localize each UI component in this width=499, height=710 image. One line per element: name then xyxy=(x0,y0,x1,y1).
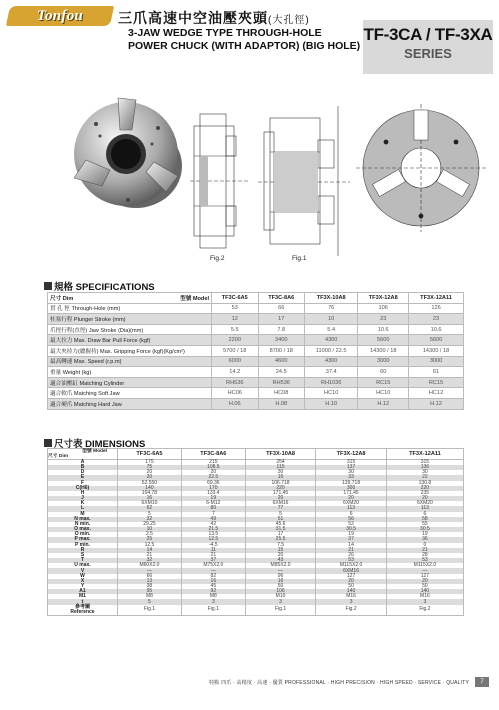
dim-cell: 77 xyxy=(245,506,316,511)
spec-cell: 23 xyxy=(358,314,409,325)
spec-row xyxy=(48,324,464,335)
dim-cell: — xyxy=(181,568,245,573)
dim-cell: 127 xyxy=(386,574,463,579)
dim-cell: — xyxy=(118,568,182,573)
chinese-title-text: 三爪高速中空油壓夾頭 xyxy=(118,10,268,26)
dim-cell: 21 xyxy=(181,553,245,558)
spec-model-header: TF3C-6A5 xyxy=(212,293,259,304)
dim-cell: 254 xyxy=(245,460,316,466)
spec-row-label: 爪徑行程(直徑) Jaw Stroke (Dia)(mm) xyxy=(48,324,212,335)
fig1-caption: Fig.1 xyxy=(292,255,307,262)
spec-cell: 14300 / 18 xyxy=(409,345,464,356)
dim-cell: M115X2.0 xyxy=(386,563,463,568)
dim-row-key: D xyxy=(48,470,118,475)
dim-cell: 50 xyxy=(245,584,316,589)
spec-row xyxy=(48,356,464,367)
dim-cell: 13.5 xyxy=(181,532,245,537)
spec-cell: 61 xyxy=(409,367,464,378)
dim-cell: 52 xyxy=(316,522,387,527)
dim-cell: M115X2.0 xyxy=(316,563,387,568)
dim-cell: 108.5 xyxy=(181,465,245,470)
dim-cell: 55 xyxy=(386,522,463,527)
spec-cell: 10 xyxy=(305,314,358,325)
dim-cell: 130.8 xyxy=(386,481,463,486)
spec-cell: 4300 xyxy=(305,335,358,346)
dim-cell: 32 xyxy=(118,517,182,522)
dim-row-key: t xyxy=(48,599,118,604)
spec-row-label: 貫 孔 徑 Through-Hole (mm) xyxy=(48,303,212,314)
dim-cell: 28 xyxy=(386,553,463,558)
dim-cell: 19 xyxy=(181,496,245,501)
dim-cell: 6 xyxy=(316,512,387,517)
dim-cell: 13 xyxy=(118,579,182,584)
dim-row-key: P max. xyxy=(48,537,118,542)
spec-cell: 8700 / 18 xyxy=(258,345,305,356)
dim-cell: 43 xyxy=(245,558,316,563)
dim-cell: 139.718 xyxy=(316,481,387,486)
dim-cell: 5 xyxy=(118,512,182,517)
spec-row-label: 柱塞行程 Plunger Stroke (mm) xyxy=(48,314,212,325)
fig2-caption: Fig.2 xyxy=(210,255,225,262)
spec-row-label: 適合油壓缸 Matching Cylinder xyxy=(48,377,212,388)
spec-cell: 60 xyxy=(358,367,409,378)
spec-row xyxy=(48,303,464,314)
dim-cell: 30 xyxy=(245,470,316,475)
spec-cell: RH536 xyxy=(258,377,305,388)
dim-cell: 10 xyxy=(118,527,182,532)
section-marker-icon xyxy=(44,282,52,290)
spec-cell: 5700 / 18 xyxy=(212,345,259,356)
spec-row xyxy=(48,335,464,346)
dim-reference-label-en: Reference xyxy=(70,608,95,615)
dim-cell: 20 xyxy=(316,496,387,501)
dim-cell: 14 xyxy=(316,543,387,548)
dim-cell: 20 xyxy=(245,553,316,558)
dim-cell: 300 xyxy=(316,486,387,491)
dim-row-key: C(H6) xyxy=(48,486,118,491)
dim-cell: 16 xyxy=(245,579,316,584)
spec-cell: H.12 xyxy=(358,398,409,409)
spec-cell: H.10 xyxy=(305,398,358,409)
spec-cell: HC10 xyxy=(305,388,358,399)
dim-corner-model: 型號 Model xyxy=(82,449,107,454)
chinese-title xyxy=(118,8,310,28)
dim-cell: 21 xyxy=(316,548,387,553)
dim-cell: 133.4 xyxy=(181,491,245,496)
dim-cell: 12.5 xyxy=(181,537,245,542)
dim-row-key: N min. xyxy=(48,522,118,527)
spec-cell: 6000 xyxy=(212,356,259,367)
dim-cell: 56 xyxy=(316,517,387,522)
fig1-side-view-drawing xyxy=(258,96,354,264)
dim-reference-cell: Fig.2 xyxy=(386,605,463,616)
dim-cell: 20 xyxy=(118,475,182,480)
section-marker-icon xyxy=(44,439,52,447)
dim-cell: 16 xyxy=(181,579,245,584)
dim-cell: 315 xyxy=(316,460,387,466)
dim-reference-cell: Fig.1 xyxy=(245,605,316,616)
dim-cell: M60X2.0 xyxy=(118,563,182,568)
dimensions-table xyxy=(47,448,464,616)
dim-cell: 33 xyxy=(316,475,387,480)
dim-cell: 5 xyxy=(245,512,316,517)
spec-cell: 12 xyxy=(212,314,259,325)
specifications-heading-text: 規格 SPECIFICATIONS xyxy=(54,282,155,293)
spec-cell: 76 xyxy=(305,303,358,314)
spec-model-header: TF3X-12A8 xyxy=(358,293,409,304)
dim-cell: 20 xyxy=(316,579,387,584)
dim-row-key: P min. xyxy=(48,543,118,548)
specifications-heading xyxy=(44,279,155,293)
dim-reference-label-cn: 參考圖 xyxy=(74,603,90,610)
chinese-subtitle: (大孔徑) xyxy=(268,15,310,26)
dim-reference-label xyxy=(48,605,118,616)
spec-cell: 3400 xyxy=(258,335,305,346)
dim-cell: M85X2.0 xyxy=(245,563,316,568)
dim-row-key: O max. xyxy=(48,527,118,532)
dim-cell: 15 xyxy=(245,475,316,480)
spec-row xyxy=(48,367,464,378)
dim-cell: 106.718 xyxy=(245,481,316,486)
spec-cell: 5600 xyxy=(358,335,409,346)
dim-cell: 2.5 xyxy=(118,532,182,537)
dim-model-header: TF3X-12A8 xyxy=(316,449,387,460)
dim-cell: — xyxy=(386,568,463,573)
dim-cell: 170 xyxy=(181,486,245,491)
dim-row-key: N max. xyxy=(48,517,118,522)
spec-cell: HC12 xyxy=(409,388,464,399)
spec-cell: RH1036 xyxy=(305,377,358,388)
dim-cell: 69.36 xyxy=(181,481,245,486)
dim-cell: 21 xyxy=(118,553,182,558)
dim-row-key: U max. xyxy=(48,563,118,568)
spec-cell: 24.5 xyxy=(258,367,305,378)
spec-cell: 66 xyxy=(258,303,305,314)
spec-cell: HC10 xyxy=(358,388,409,399)
dim-reference-cell: Fig.1 xyxy=(118,605,182,616)
dim-cell: 14 xyxy=(118,548,182,553)
spec-cell: 7.8 xyxy=(258,324,305,335)
page-number: 7 xyxy=(475,677,489,687)
dim-header-row xyxy=(48,449,464,460)
model-name: TF-3CA / TF-3XA xyxy=(363,25,493,44)
spec-cell: 14.2 xyxy=(212,367,259,378)
dimensions-heading-text: 尺寸表 DIMENSIONS xyxy=(54,439,146,450)
dim-cell: 16 xyxy=(118,496,182,501)
dim-cell: 25 xyxy=(118,537,182,542)
spec-row-label: 適合軟爪 Matching Soft Jaw xyxy=(48,388,212,399)
dim-reference-cell: Fig.2 xyxy=(316,605,387,616)
dim-cell: 21.5 xyxy=(181,527,245,532)
dim-cell: 20 xyxy=(386,496,463,501)
dim-cell: M16 xyxy=(316,594,387,599)
dim-row-key: A1 xyxy=(48,589,118,594)
series-label: SERIES xyxy=(404,46,452,61)
spec-cell: 3000 xyxy=(409,356,464,367)
dim-row-key: H xyxy=(48,491,118,496)
spec-cell: 11000 / 22.5 xyxy=(305,345,358,356)
dim-cell: 235 xyxy=(386,491,463,496)
dim-cell: 7.5 xyxy=(245,543,316,548)
dim-cell: 50 xyxy=(386,584,463,589)
dim-cell: 36 xyxy=(386,537,463,542)
dim-cell: M8 xyxy=(181,594,245,599)
dim-cell: 17 xyxy=(245,532,316,537)
dim-cell: 137 xyxy=(316,465,387,470)
dim-cell: 215 xyxy=(181,460,245,466)
dim-cell: 30.5 xyxy=(386,527,463,532)
dim-model-header: TF3X-10A8 xyxy=(245,449,316,460)
spec-row xyxy=(48,398,464,409)
spec-cell: RC15 xyxy=(409,377,464,388)
spec-cell: 10.6 xyxy=(409,324,464,335)
dim-cell: 80 xyxy=(181,506,245,511)
dim-cell: 29.25 xyxy=(118,522,182,527)
english-title xyxy=(128,27,360,53)
dim-cell: 21 xyxy=(386,548,463,553)
spec-cell: 5.5 xyxy=(212,324,259,335)
spec-cell: H.12 xyxy=(409,398,464,409)
dim-cell: 22 xyxy=(386,475,463,480)
spec-model-header: TF3X-10A8 xyxy=(305,293,358,304)
dim-cell: 175 xyxy=(118,460,182,466)
dim-row-key: J xyxy=(48,496,118,501)
dim-cell: 32 xyxy=(118,558,182,563)
dim-model-header: TF3C-6A5 xyxy=(118,449,182,460)
spec-cell: 37.4 xyxy=(305,367,358,378)
dim-cell: 96 xyxy=(245,574,316,579)
dim-cell: 53 xyxy=(386,558,463,563)
dim-cell: — xyxy=(245,568,316,573)
spec-row-label: 重量 Weight (kg) xyxy=(48,367,212,378)
dim-cell: 220 xyxy=(386,486,463,491)
spec-row xyxy=(48,345,464,356)
english-title-line-1: 3-JAW WEDGE TYPE THROUGH-HOLE xyxy=(128,27,322,39)
dim-cell: 171.45 xyxy=(316,491,387,496)
dim-cell: 20 xyxy=(386,579,463,584)
dim-reference-row xyxy=(48,605,464,616)
dim-cell: 53 xyxy=(316,558,387,563)
dim-cell: 104.78 xyxy=(118,491,182,496)
dim-row-key: K xyxy=(48,501,118,506)
dim-row-key: X xyxy=(48,579,118,584)
dim-cell: 3 xyxy=(245,599,316,604)
logo-text: Tonfou xyxy=(36,7,84,24)
spec-cell: 4600 xyxy=(258,356,305,367)
dim-cell: M16 xyxy=(386,594,463,599)
dim-cell: 315 xyxy=(386,460,463,466)
dim-row-key: W xyxy=(48,574,118,579)
spec-row-label: 適合硬爪 Matching Hard Jaw xyxy=(48,398,212,409)
spec-cell: RH536 xyxy=(212,377,259,388)
dim-cell: 30.5 xyxy=(316,527,387,532)
spec-row-label: 最高轉速 Max. Speed (r.p.m) xyxy=(48,356,212,367)
dim-row-key: M1 xyxy=(48,594,118,599)
model-badge xyxy=(363,20,493,74)
spec-row xyxy=(48,377,464,388)
spec-cell: 53 xyxy=(212,303,259,314)
spec-cell: H.08 xyxy=(258,398,305,409)
dim-cell: 45.6 xyxy=(245,522,316,527)
dim-cell: 26 xyxy=(316,553,387,558)
dim-cell: 136 xyxy=(386,465,463,470)
dim-cell: 11 xyxy=(181,548,245,553)
dim-cell: 52.550 xyxy=(118,481,182,486)
dim-cell: 6-M12 xyxy=(181,501,245,506)
dim-cell: 113 xyxy=(316,506,387,511)
spec-cell: 2200 xyxy=(212,335,259,346)
dim-row-key: T xyxy=(48,558,118,563)
dim-cell: 95 xyxy=(118,589,182,594)
dim-cell: 58 xyxy=(386,517,463,522)
dim-model-header: TF3X-12A11 xyxy=(386,449,463,460)
dim-cell: 6XM20 xyxy=(316,501,387,506)
specifications-table xyxy=(47,292,464,410)
spec-cell: RC15 xyxy=(358,377,409,388)
brand-logo xyxy=(6,6,114,26)
spec-cell: 10.6 xyxy=(358,324,409,335)
chuck-photo xyxy=(66,88,184,216)
dim-cell: 37 xyxy=(181,558,245,563)
dim-cell: -4.5 xyxy=(181,543,245,548)
dim-cell: 38 xyxy=(118,584,182,589)
dim-cell: 6XM10 xyxy=(118,501,182,506)
dim-reference-cell: Fig.1 xyxy=(181,605,245,616)
dim-row-key: L xyxy=(48,506,118,511)
dim-cell: 220 xyxy=(245,486,316,491)
dim-cell: 42 xyxy=(181,522,245,527)
dim-row-key: B xyxy=(48,465,118,470)
spec-cell: 5600 xyxy=(409,335,464,346)
dim-cell: 31.5 xyxy=(245,527,316,532)
dim-cell: 37 xyxy=(316,537,387,542)
spec-cell: 17 xyxy=(258,314,305,325)
dim-row-key: R xyxy=(48,548,118,553)
fig2-side-view-drawing xyxy=(186,96,254,264)
dim-cell: 6XM20 xyxy=(386,501,463,506)
spec-cell: 3000 xyxy=(358,356,409,367)
spec-row-label: 最大拉力 Max. Draw Bar Pull Force (kgf) xyxy=(48,335,212,346)
spec-cell: 4300 xyxy=(305,356,358,367)
dim-cell: 19 xyxy=(316,532,387,537)
dim-cell: 50 xyxy=(316,584,387,589)
dim-cell: 25.5 xyxy=(245,537,316,542)
dim-cell: 6 xyxy=(386,512,463,517)
spec-row xyxy=(48,388,464,399)
dim-cell: 6XM16 xyxy=(316,568,387,573)
dim-cell: 140 xyxy=(118,486,182,491)
spec-cell: 106 xyxy=(358,303,409,314)
dim-cell: 92 xyxy=(181,589,245,594)
spec-corner-model: 型號 Model xyxy=(180,295,209,302)
dim-cell: 62 xyxy=(118,506,182,511)
spec-cell: 23 xyxy=(409,314,464,325)
dim-cell: 3 xyxy=(386,599,463,604)
dim-cell: 106 xyxy=(245,589,316,594)
dim-cell: 20 xyxy=(118,470,182,475)
dim-cell: M10 xyxy=(245,594,316,599)
dim-row-key: M xyxy=(48,512,118,517)
dim-row-key: F xyxy=(48,481,118,486)
dim-model-header: TF3C-8A6 xyxy=(181,449,245,460)
dim-cell: 115 xyxy=(245,465,316,470)
dim-cell: 30 xyxy=(386,470,463,475)
dim-cell: 51 xyxy=(245,517,316,522)
spec-cell: HC08 xyxy=(258,388,305,399)
dim-row-key: O min. xyxy=(48,532,118,537)
dim-cell: 75 xyxy=(118,465,182,470)
dim-cell: 140 xyxy=(386,589,463,594)
dim-cell: 22.5 xyxy=(181,475,245,480)
dim-cell: 127 xyxy=(316,574,387,579)
dim-cell: 66 xyxy=(118,574,182,579)
spec-model-header: TF3X-12A11 xyxy=(409,293,464,304)
footer-slogan: 特點 四爪 · 高精度 · 高速 · 優質 PROFESSIONAL · HIGH PRECISION · HIGH SPEED · SERVICE · QUALITY xyxy=(209,680,469,686)
dim-cell: 19 xyxy=(386,532,463,537)
dim-row-key: Y xyxy=(48,584,118,589)
dim-cell: 49 xyxy=(181,517,245,522)
dim-cell: 20 xyxy=(245,496,316,501)
front-view-drawing xyxy=(356,98,486,234)
dim-cell: 3 xyxy=(316,599,387,604)
spec-row-label: 最大夾持力(總握持) Max. Gripping Force (kgf)(Kg/cm²) xyxy=(48,345,212,356)
dim-cell: 20 xyxy=(181,470,245,475)
spec-corner-dim: 尺寸 Dim xyxy=(50,295,74,302)
english-title-line-2: POWER CHUCK (WITH ADAPTOR) (BIG HOLE) xyxy=(128,40,361,52)
dim-row-key: A xyxy=(48,460,118,466)
dim-cell: 45 xyxy=(181,584,245,589)
dim-cell: M8 xyxy=(118,594,182,599)
dim-row-key: V xyxy=(48,568,118,573)
dim-cell: 3 xyxy=(181,599,245,604)
spec-corner-cell xyxy=(48,293,212,304)
dim-corner-cell xyxy=(48,449,118,460)
spec-cell: H.06 xyxy=(212,398,259,409)
spec-cell: 14300 / 18 xyxy=(358,345,409,356)
dim-cell: M75X2.0 xyxy=(181,563,245,568)
dim-cell: 113 xyxy=(386,506,463,511)
dim-cell: 82 xyxy=(181,574,245,579)
spec-cell: 126 xyxy=(409,303,464,314)
dim-cell: 15 xyxy=(245,548,316,553)
dim-row-key: E xyxy=(48,475,118,480)
dim-cell: 5 xyxy=(118,599,182,604)
dim-cell: 0 xyxy=(386,543,463,548)
dim-cell: 30 xyxy=(316,470,387,475)
dim-cell: 7 xyxy=(181,512,245,517)
dim-cell: 140 xyxy=(316,589,387,594)
spec-cell: 5.4 xyxy=(305,324,358,335)
spec-cell: HC06 xyxy=(212,388,259,399)
spec-header-row xyxy=(48,293,464,304)
spec-row xyxy=(48,314,464,325)
dim-cell: 171.45 xyxy=(245,491,316,496)
dim-row-key: S xyxy=(48,553,118,558)
dim-corner-dim: 尺寸 Dim xyxy=(48,454,68,459)
dim-cell: 12.5 xyxy=(118,543,182,548)
dim-cell: 6XM16 xyxy=(245,501,316,506)
spec-model-header: TF3C-8A6 xyxy=(258,293,305,304)
